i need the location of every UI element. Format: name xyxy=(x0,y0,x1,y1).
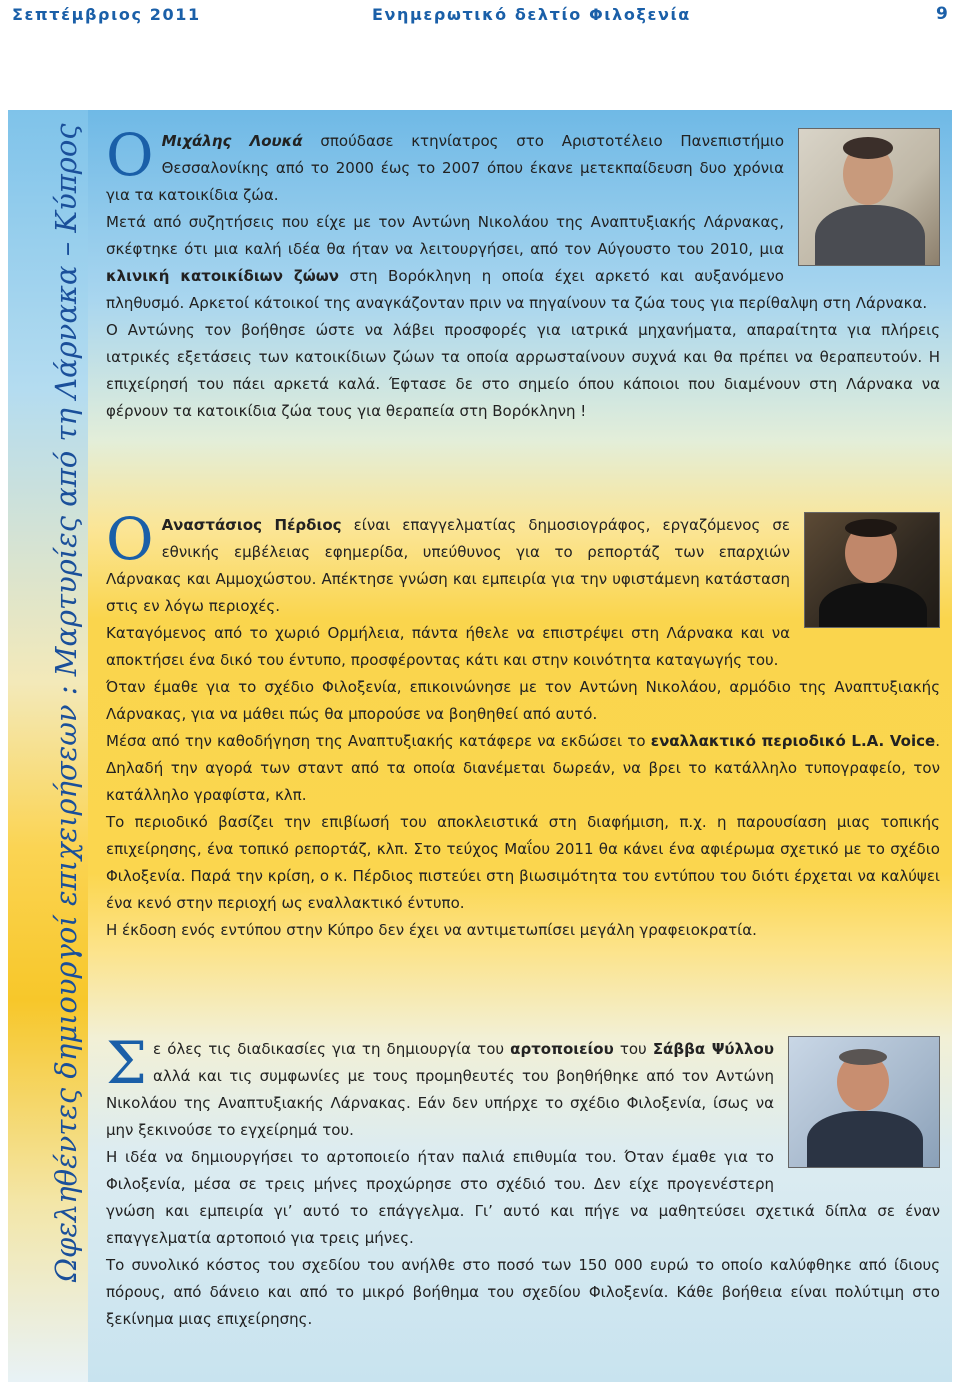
paragraph xyxy=(106,620,940,674)
text-run: αλλά και τις συμφωνίες με τους προμηθευτές του βοηθήθηκε από τον Αντώνη Νικολάου της Αναπτυξιακής Λάρνακας. Εάν δεν υπήρχε το σχέδιο Φιλοξενία, ίσως να μην ξεκινούσε το εγχείρημά του. xyxy=(106,1067,774,1139)
dropcap-o: Ο xyxy=(106,505,154,573)
dropcap-o: Ο xyxy=(106,121,154,189)
page-number: 9 xyxy=(936,4,948,24)
person-name: Μιχάλης Λουκά xyxy=(161,132,303,150)
text-run: είναι επαγγελματίας δημοσιογράφος, εργαζόμενος σε εθνικής εμβέλειας εφημερίδα, υπεύθυνος για το ρεπορτάζ των επαρχιών Λάρνακας και Αμμοχώστου. Απέκτησε γνώση και εμπειρία για την υφιστάμενη κατάσταση στις εν λόγω περιοχές. xyxy=(106,516,791,615)
photo-perdios xyxy=(804,512,940,628)
person-name: Σάββα Ψύλλου xyxy=(652,1040,774,1058)
text-run: Η ιδέα να δημιουργήσει το αρτοποιείο ήταν παλιά επιθυμία του. Όταν έμαθε για το Φιλοξενία, μέσα σε τρεις μήνες προχώρησε στο σχέδιό του. Δεν είχε προγενέστερη γνώση και εμπειρία γι’ αυτό το επάγγελμα. Γι’ αυτό και πήγε να μαθητεύσει σχετικά δίπλα σε έναν επαγγελματία αρτοποιό για τρεις μήνες. xyxy=(106,1148,940,1247)
paragraph xyxy=(106,728,940,809)
paragraph xyxy=(106,809,940,917)
text-run: στη Βορόκληνη η οποία έχει αρκετό και αυξανόμενο πληθυσμό. Αρκετοί κάτοικοί της αναγκάζονταν πριν να πηγαίνουν τα ζώα τους για περίθαλψη στη Λάρνακα. xyxy=(106,267,928,312)
testimonial-perdios xyxy=(106,505,940,944)
person-name: Αναστάσιος Πέρδιος xyxy=(161,516,342,534)
text-run: . Δηλαδή την αγορά των σταντ από τα οποία διανέμεται δωρεάν, να βρει το κατάλληλο τυπογραφείο, τον κατάλληλο γραφίστα, κλπ. xyxy=(106,732,940,804)
photo-loukas xyxy=(798,128,940,266)
dropcap-s: Σ xyxy=(106,1029,148,1097)
text-run: του xyxy=(613,1040,653,1058)
paragraph xyxy=(106,917,940,944)
text-run: Καταγόμενος από το χωριό Ορμήλεια, πάντα ήθελε να επιστρέψει στη Λάρνακα και να αποκτήσει ένα δικό του έντυπο, προσφέροντας κάτι και στην κοινότητα καταγωγής του. xyxy=(106,624,790,669)
sidebar-vertical-title: Ωφεληθέντες δημιουργοί επιχειρήσεων : Μαρτυρίες από τη Λάρνακα – Κύπρος xyxy=(49,123,83,1282)
text-run: Η έκδοση ενός εντύπου στην Κύπρο δεν έχει να αντιμετωπίσει μεγάλη γραφειοκρατία. xyxy=(106,921,757,939)
testimonial-psyllou xyxy=(106,1029,940,1333)
page-header xyxy=(0,0,960,34)
text-run: Ο Αντώνης τον βοήθησε ώστε να λάβει προσφορές για ιατρικά μηχανήματα, απαραίτητα για πλήρεις ιατρικές εξετάσεις των κατοικίδιων ζώων τα οποία αρρωσταίνουν συχνά και θα πρέπει να θεραπευτούν. Η επιχείρησή του πάει αρκετά καλά. Έφτασε δε στο σημείο όπου κάποιοι που διαμένουν στη Λάρνακα να φέρνουν τα κατοικίδια ζώα τους για θεραπεία στη Βορόκληνη ! xyxy=(106,321,940,420)
newsletter-title: Ενημερωτικό δελτίο Φιλοξενία xyxy=(372,5,691,24)
magazine-highlight: εναλλακτικό περιοδικό L.A. Voice xyxy=(650,732,936,750)
text-run: Το περιοδικό βασίζει την επιβίωσή του αποκλειστικά στη διαφήμιση, π.χ. η παρουσίαση μιας τοπικής επιχείρησης, ένα τοπικό ρεπορτάζ, κλπ. Στο τεύχος Μαΐου 2011 θα κάνει ένα αφιέρωμα σχετικό με το σχέδιο Φιλοξενία. Παρά την κρίση, ο κ. Πέρδιος πιστεύει στη βιωσιμότητα του εντύπου του διότι έρχεται να καλύψει ένα κενό στην περιοχή ως εναλλακτικό έντυπο. xyxy=(106,813,940,912)
text-run: Το συνολικό κόστος του σχεδίου του ανήλθε στο ποσό των 150 000 ευρώ το οποίο καλύφθηκε από ίδιους πόρους, από δάνειο και από το μικρό βοήθημα του σχεδίου Φιλοξενία. Κάθε βοήθεια είναι πολύτιμη στο ξεκίνημα μιας επιχείρησης. xyxy=(106,1256,940,1328)
bakery-highlight: αρτοποιείου xyxy=(510,1040,614,1058)
paragraph xyxy=(106,317,940,425)
text-run: Μέσα από την καθοδήγηση της Αναπτυξιακής κατάφερε να εκδώσει το xyxy=(106,732,651,750)
paragraph xyxy=(106,674,940,728)
text-run: ε όλες τις διαδικασίες για τη δημιουργία του xyxy=(153,1040,511,1058)
text-run: Όταν έμαθε για το σχέδιο Φιλοξενία, επικοινώνησε με τον Αντώνη Νικολάου, αρμόδιο της Αναπτυξιακής Λάρνακας, για να μάθει πώς θα μπορούσε να βοηθηθεί από αυτό. xyxy=(106,678,940,723)
testimonial-loukas xyxy=(106,121,940,425)
photo-psyllou xyxy=(788,1036,940,1168)
clinic-highlight: κλινική κατοικίδιων ζώων xyxy=(106,267,340,285)
issue-date: Σεπτέμβριος 2011 xyxy=(12,5,201,24)
paragraph xyxy=(106,1252,940,1333)
text-run: σπούδασε κτηνίατρος στο Αριστοτέλειο Πανεπιστήμιο Θεσσαλονίκης από το 2000 έως το 2007 όπου έκανε μετεκπαίδευση δυο χρόνια για τα κατοικίδια ζώα. xyxy=(106,132,785,204)
text-run: Μετά από συζητήσεις που είχε με τον Αντώνη Νικολάου της Αναπτυξιακής Λάρνακας, σκέφτηκε ότι μια καλή ιδέα θα ήταν να λειτουργήσει, από τον Αύγουστο του 2010, μια xyxy=(106,213,784,258)
